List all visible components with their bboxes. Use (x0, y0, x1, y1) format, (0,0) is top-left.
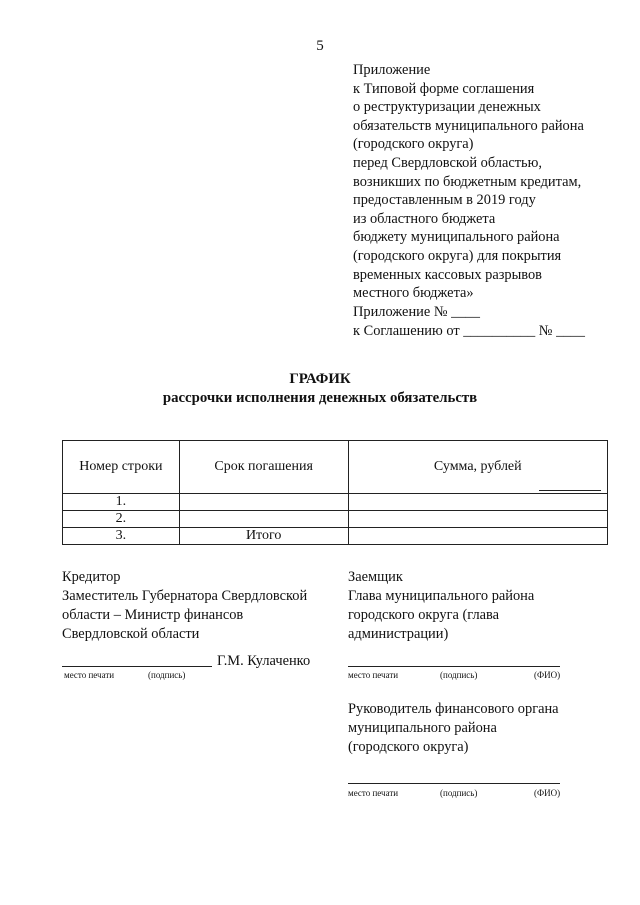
finance-head-signature-line (348, 783, 560, 784)
appendix-line: из областного бюджета (353, 210, 496, 227)
creditor-seal-label: место печати (64, 670, 115, 680)
finance-head-position-line: Руководитель финансового органа (348, 701, 559, 717)
borrower-heading: Заемщик (348, 569, 403, 585)
appendix-line: о реструктуризации денежных (353, 99, 541, 116)
amount-cell (348, 494, 607, 511)
finance-head-seal-label: место печати (348, 788, 399, 798)
document-title: ГРАФИК (289, 371, 351, 387)
borrower-position-line: Глава муниципального района (348, 588, 535, 604)
appendix-line: временных кассовых разрывов (353, 266, 542, 283)
amount-cell (348, 528, 607, 545)
borrower-block (348, 568, 534, 644)
appendix-line: к Типовой форме соглашения (353, 80, 535, 97)
creditor-signature-label: (подпись) (148, 670, 186, 680)
finance-head-name-label: (ФИО) (534, 788, 561, 798)
agreement-date-line: к Соглашению от __________ № ____ (353, 323, 585, 339)
table-row (63, 528, 608, 545)
header-amount-underline (539, 490, 601, 491)
row-number-cell: 3. (63, 528, 180, 545)
repayment-schedule-table (62, 440, 608, 545)
header-amount-label: Сумма, рублей (433, 459, 522, 474)
amount-cell (348, 511, 607, 528)
appendix-line: возникших по бюджетным кредитам, (353, 173, 582, 190)
borrower-signature-label: (подпись) (440, 670, 478, 680)
borrower-position-line: городского округа (глава (348, 607, 500, 623)
table-row (63, 494, 608, 511)
appendix-line: предоставленным в 2019 году (353, 192, 536, 209)
finance-head-position-line: муниципального района (348, 720, 497, 736)
finance-head-block (348, 700, 559, 757)
creditor-position-line: Свердловской области (62, 626, 200, 642)
appendix-line: бюджету муниципального района (353, 229, 560, 246)
creditor-position-line: Заместитель Губернатора Свердловской (62, 588, 308, 604)
page-number: 5 (316, 38, 324, 54)
creditor-position-line: области – Министр финансов (62, 607, 244, 623)
borrower-signature-line (348, 666, 560, 667)
appendix-line: местного бюджета» (353, 285, 474, 302)
creditor-block (62, 568, 307, 644)
creditor-signature-line (62, 666, 212, 667)
borrower-name-label: (ФИО) (534, 670, 561, 680)
table-row (63, 511, 608, 528)
creditor-name: Г.М. Кулаченко (217, 653, 311, 669)
appendix-line: Приложение (353, 62, 431, 78)
creditor-heading: Кредитор (62, 569, 121, 585)
agreement-reference (353, 303, 585, 341)
borrower-seal-label: место печати (348, 670, 399, 680)
appendix-line: (городского округа) для покрытия (353, 247, 562, 264)
table-header-row (63, 441, 608, 494)
appendix-line: (городского округа) (353, 136, 474, 153)
row-number-cell: 2. (63, 511, 180, 528)
due-date-cell (179, 511, 348, 528)
header-due-date: Срок погашения (179, 441, 348, 494)
document-subtitle: рассрочки исполнения денежных обязательств (162, 390, 478, 406)
appendix-line: обязательств муниципального района (353, 117, 584, 134)
due-date-cell: Итого (179, 528, 348, 545)
appendix-number-line: Приложение № ____ (353, 304, 480, 320)
header-row-number: Номер строки (63, 441, 180, 494)
finance-head-signature-label: (подпись) (440, 788, 478, 798)
appendix-line: перед Свердловской областью, (353, 154, 542, 171)
due-date-cell (179, 494, 348, 511)
finance-head-position-line: (городского округа) (348, 739, 469, 755)
header-amount (348, 441, 607, 494)
appendix-note (353, 61, 623, 303)
borrower-position-line: администрации) (348, 626, 449, 642)
row-number-cell: 1. (63, 494, 180, 511)
